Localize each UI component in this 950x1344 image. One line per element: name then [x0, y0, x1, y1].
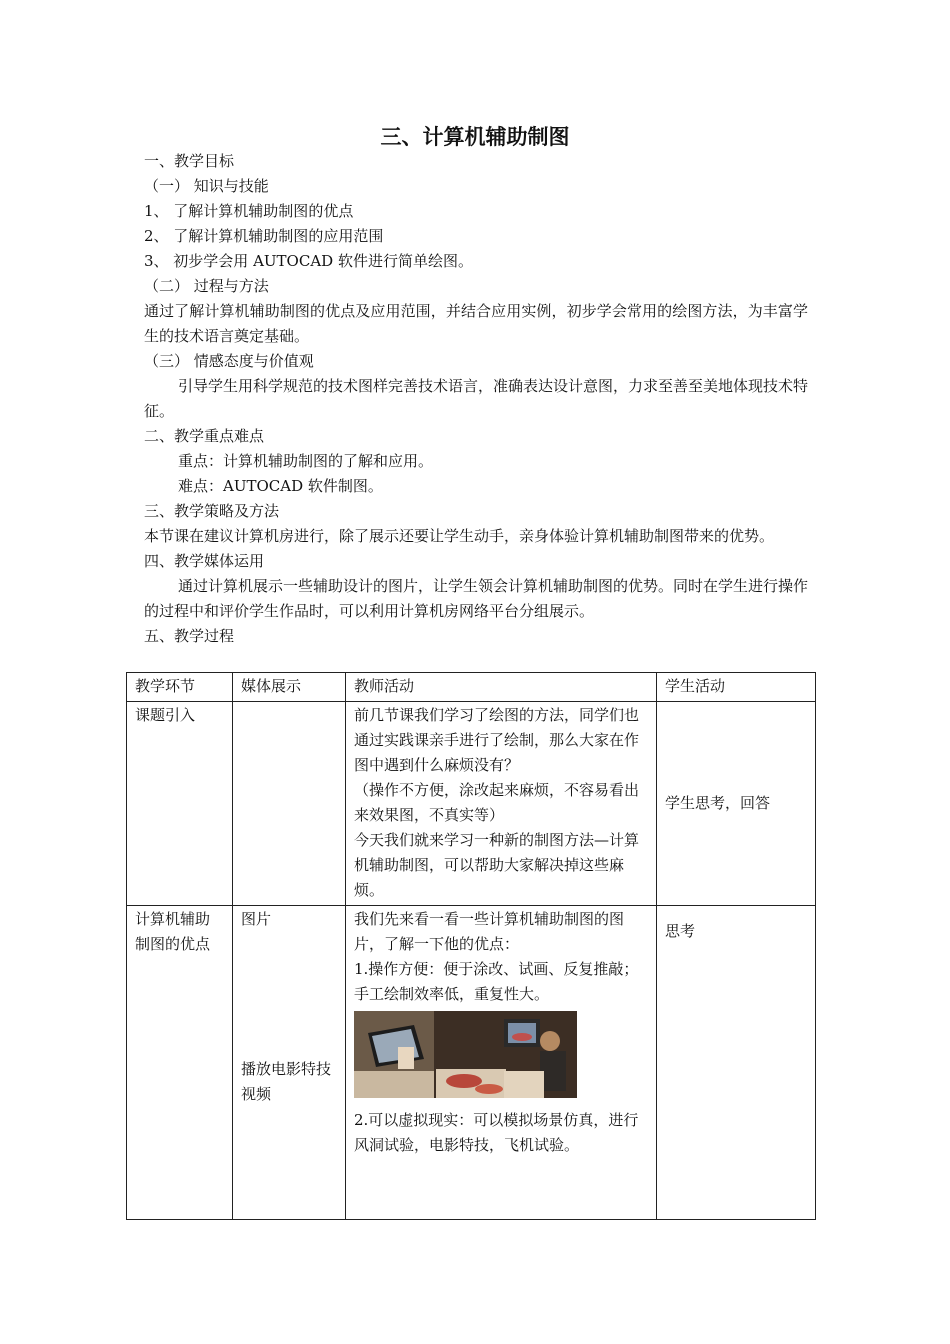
media-text: 播放电影特技视频	[241, 1060, 332, 1103]
paragraph-media: 通过计算机展示一些辅助设计的图片，让学生领会计算机辅助制图的优势。同时在学生进行操作的过程中和评价学生作品时，可以利用计算机房网络平台分组展示。	[144, 577, 809, 620]
list-item: 3、 初步学会用 AUTOCAD 软件进行简单绘图。	[144, 252, 473, 270]
list-item: 2、 了解计算机辅助制图的应用范围	[144, 227, 384, 245]
header-media: 媒体展示	[233, 673, 346, 702]
header-stage: 教学环节	[127, 673, 233, 702]
cell-teacher-activity	[346, 702, 657, 906]
cell-student-activity	[657, 906, 816, 1220]
header-student-activity: 学生活动	[657, 673, 816, 702]
cell-stage: 课题引入	[127, 702, 233, 906]
cell-media	[233, 702, 346, 906]
subheading-process-method: （二） 过程与方法	[144, 277, 269, 295]
header-teacher-activity: 教师活动	[346, 673, 657, 702]
page-title: 三、计算机辅助制图	[380, 125, 570, 149]
teacher-text: 今天我们就来学习一种新的制图方法—计算机辅助制图，可以帮助大家解决掉这些麻烦。	[354, 831, 640, 899]
subheading-knowledge-skills: （一） 知识与技能	[144, 177, 269, 195]
teacher-text: 前几节课我们学习了绘图的方法，同学们也通过实践课亲手进行了绘制，那么大家在作图中遇到什么麻烦没有？	[354, 706, 640, 774]
section-heading-strategy: 三、教学策略及方法	[144, 502, 280, 520]
cell-student-activity: 学生思考，回答	[657, 702, 816, 906]
teacher-text: （操作不方便，涂改起来麻烦，不容易看出来效果图，不真实等）	[354, 781, 640, 824]
difficult-point-text: 难点：AUTOCAD 软件制图。	[178, 477, 383, 495]
subheading-attitude-values: （三） 情感态度与价值观	[144, 352, 314, 370]
paragraph-strategy: 本节课在建议计算机房进行，除了展示还要让学生动手，亲身体验计算机辅助制图带来的优势。	[144, 527, 775, 545]
teacher-text: 我们先来看一看一些计算机辅助制图的图片，了解一下他的优点：	[354, 910, 625, 953]
teaching-process-table	[126, 672, 816, 1220]
table-row	[127, 702, 816, 906]
document-body	[144, 149, 808, 649]
cell-teacher-activity	[346, 906, 657, 1220]
section-heading-process: 五、教学过程	[144, 627, 235, 645]
section-heading-media: 四、教学媒体运用	[144, 552, 265, 570]
cell-stage: 计算机辅助制图的优点	[127, 906, 233, 1220]
cell-media	[233, 906, 346, 1220]
student-text: 思考	[665, 922, 696, 940]
teacher-text: 2.可以虚拟现实：可以模拟场景仿真，进行风洞试验，电影特技，飞机试验。	[354, 1111, 639, 1154]
media-text: 图片	[241, 910, 272, 928]
teacher-text: 1.操作方便：便于涂改、试画、反复推敲；手工绘制效率低，重复性大。	[354, 960, 639, 1003]
section-heading-key-points: 二、教学重点难点	[144, 427, 265, 445]
list-item: 1、 了解计算机辅助制图的优点	[144, 202, 354, 220]
paragraph-attitude-values: 引导学生用科学规范的技术图样完善技术语言，准确表达设计意图，力求至善至美地体现技术特征。	[144, 377, 809, 420]
table-header-row	[127, 673, 816, 702]
cad-design-photo	[354, 1011, 577, 1098]
key-point-text: 重点：计算机辅助制图的了解和应用。	[178, 452, 434, 470]
table-row	[127, 906, 816, 1220]
section-heading-objectives: 一、教学目标	[144, 152, 235, 170]
paragraph-process-method: 通过了解计算机辅助制图的优点及应用范围，并结合应用实例，初步学会常用的绘图方法，为丰富学生的技术语言奠定基础。	[144, 302, 808, 345]
